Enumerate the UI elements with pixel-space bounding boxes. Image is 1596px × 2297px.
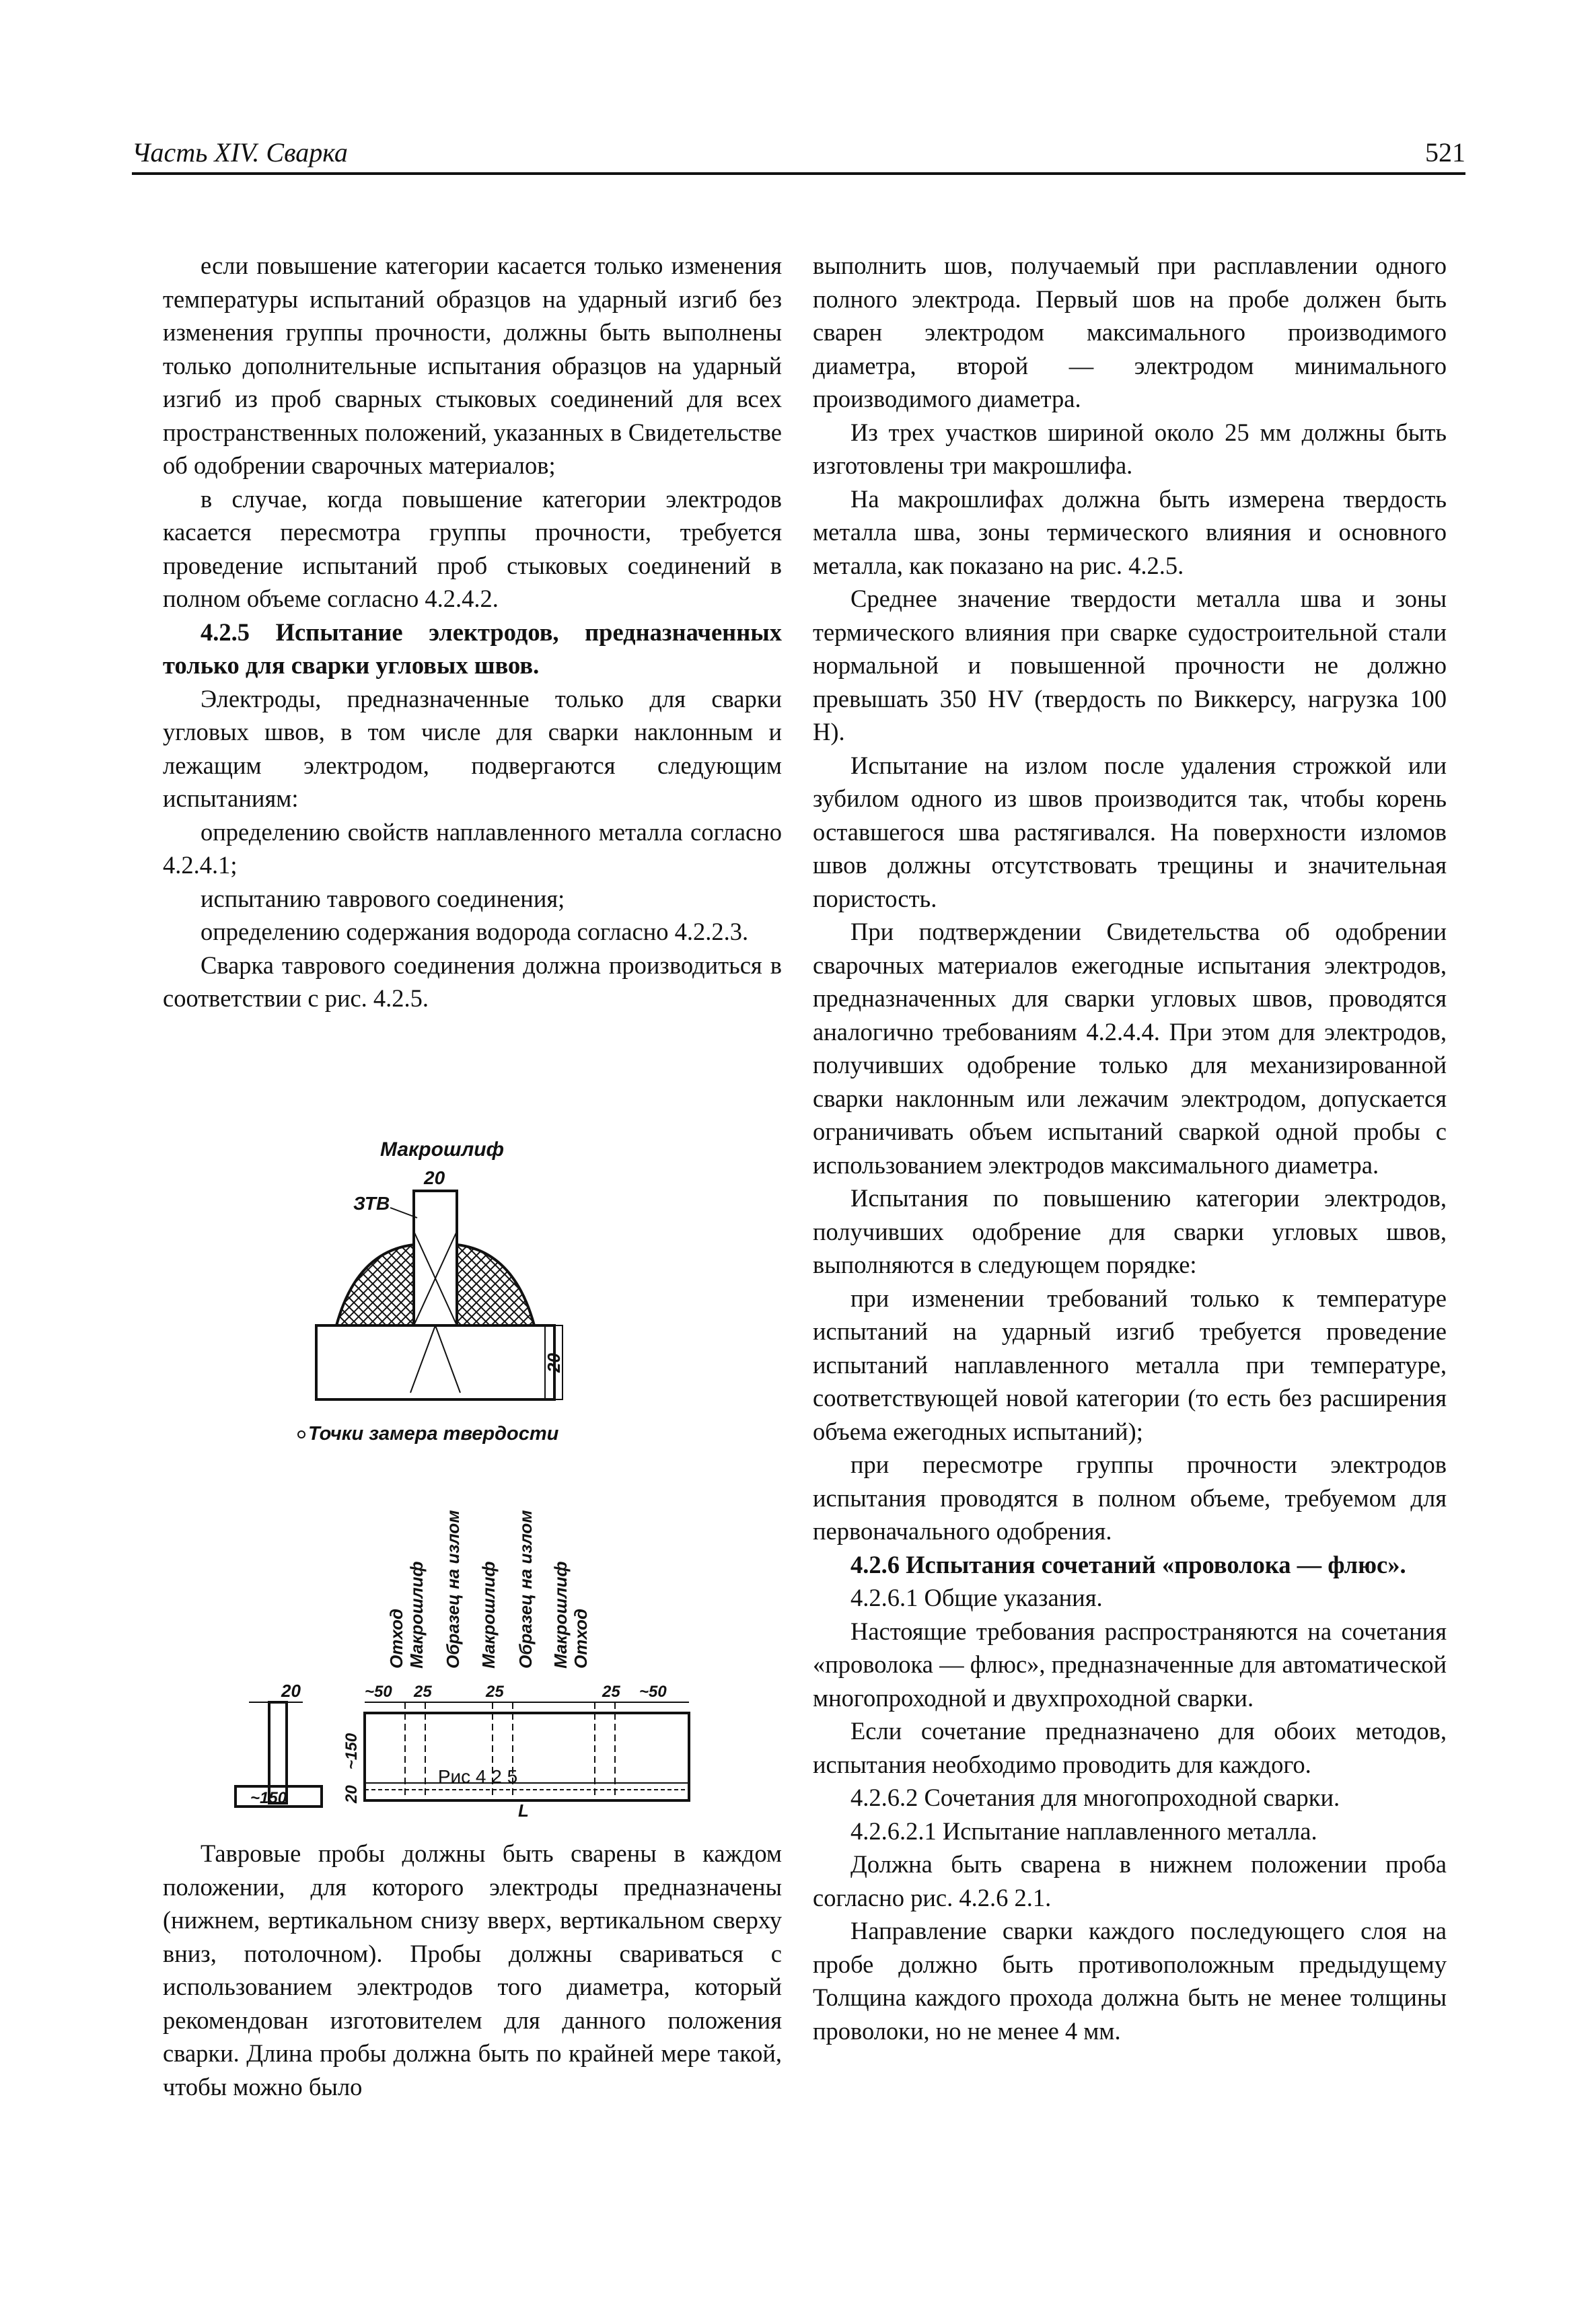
label-dim-25-c: 25 [602,1683,620,1701]
section-heading: 4.2.6 Испытания сочетаний «проволока — флюс». [850,1550,1406,1578]
paragraph: Электроды, предназначенные только для сварки угловых швов, в том числе для сварки наклонным и лежащим электродом, подвергаются следующим испытаниям: [163,684,782,812]
page-number: 521 [1425,137,1465,168]
paragraph: в случае, когда повышение категории электродов касается пересмотра группы прочности, требуется проведение испытаний проб стыковых соединений в полном объеме согласно 4.2.4.2. [163,484,782,612]
label-ztv: ЗТВ [353,1193,390,1214]
strip-label: Отход [386,1608,406,1669]
strip-label: Макрошлиф [550,1561,571,1669]
header-part-title: Часть XIV. Сварка [132,137,348,168]
subsection-heading: 4.2.6.1 Общие указания. [850,1584,1103,1611]
label-dim-20-side: 20 [544,1353,564,1373]
figure-4-2-5 [222,1124,733,1821]
paragraph: Должна быть сварена в нижнем положении проба согласно рис. 4.2.6 2.1. [813,1850,1447,1911]
section-heading: 4.2.5 Испытание электродов, предназначенных только для сварки угловых швов. [163,618,782,679]
paragraph: Среднее значение твердости металла шва и зоны термического влияния при сварке судостроительной стали нормальной и повышенной прочности не должно превышать 350 HV (твердость по Виккерсу, нагрузка 100 Н). [813,585,1447,745]
paragraph: Испытание на излом после удаления строжкой или зубилом одного из швов производится так, чтобы корень оставшегося шва растягивался. На поверхности изломов швов должны отсутствовать трещины и значительная пористость. [813,751,1447,912]
paragraph: Направление сварки каждого последующего слоя на пробе должно быть противоположным предыдущему Толщина каждого прохода должна быть не менее толщины проволоки, но не менее 4 мм. [813,1917,1447,2045]
paragraph: Тавровые пробы должны быть сварены в каждом положении, для которого электроды предназначены (нижнем, вертикальном снизу вверх, вертикальном сверху вниз, потолочном). Пробы должны свариваться с использованием электродов того диаметра, который рекомендован изготовителем для данного положения сварки. Длина пробы должна быть по крайней мере такой, чтобы можно было [163,1839,782,2101]
running-header [132,132,1465,175]
label-dim-20-left: 20 [281,1681,301,1701]
subsection-heading: 4.2.6.2 Сочетания для многопроходной сварки. [850,1784,1340,1811]
left-column [163,249,782,1015]
subsection-heading: 4.2.6.2.1 Испытание наплавленного металла. [850,1817,1317,1845]
right-column [813,249,1447,2047]
strip-label: Образец на излом [443,1510,463,1669]
tee-joint-drawing [222,1124,733,1821]
label-macro: Макрошлиф [380,1138,505,1161]
paragraph: Сварка таврового соединения должна производиться в соответствии с рис. 4.2.5. [163,951,782,1012]
label-dim-20-v: 20 [342,1785,361,1803]
left-column-bottom [163,1837,782,2103]
figure-caption: Рис 4 2 5 [437,1766,518,1787]
label-dim-25-b: 25 [486,1683,504,1701]
paragraph: определению содержания водорода согласно 4.2.2.3. [201,918,749,945]
label-dim-20-top: 20 [424,1167,445,1188]
label-dim-50-left: ~50 [365,1683,392,1701]
paragraph: выполнить шов, получаемый при расплавлении одного полного электрода. Первый шов на пробе должен быть сварен электродом максимального производимого диаметра, второй — электродом минимального производимого диаметра. [813,252,1447,412]
strip-label: Макрошлиф [406,1561,427,1669]
paragraph: При подтверждении Свидетельства об одобрении сварочных материалов ежегодные испытания электродов, предназначенных для сварки угловых швов, проводятся аналогично требованиям 4.2.4.4. При этом для электродов, получивших одобрение только для механизированной сварки наклонным или лежачим электродом, допускается ограничивать объем испытаний сваркой одной пробы с использованием электродов максимального диаметра. [813,918,1447,1179]
paragraph: испытанию таврового соединения; [201,884,565,912]
paragraph: при пересмотре группы прочности электродов испытания проводятся в полном объеме, требуемом для первоначального одобрения. [813,1451,1447,1545]
label-dim-150-v: ~150 [342,1733,361,1770]
label-dim-25-a: 25 [414,1683,432,1701]
strip-label: Образец на излом [515,1510,536,1669]
paragraph: Если сочетание предназначено для обоих методов, испытания необходимо проводить для каждого. [813,1717,1447,1778]
paragraph: Из трех участков шириной около 25 мм должны быть изготовлены три макрошлифа. [813,418,1447,479]
paragraph: Настоящие требования распространяются на сочетания «проволока — флюс», предназначенные для автоматической многопроходной и двухпроходной сварки. [813,1617,1447,1712]
label-dim-50-right: ~50 [639,1683,667,1701]
label-dim-150-h: ~150 [250,1789,287,1807]
label-dim-L: L [518,1800,529,1821]
strip-label: Отход [571,1608,591,1669]
paragraph: если повышение категории касается только изменения температуры испытаний образцов на ударный изгиб без изменения группы прочности, должны быть выполнены только дополнительные испытания образцов на ударный изгиб из проб сварных стыковых соединений для всех пространственных положений, указанных в Свидетельстве об одобрении сварочных материалов; [163,252,782,479]
paragraph: Испытания по повышению категории электродов, получивших одобрение для сварки угловых швов, выполняются в следующем порядке: [813,1184,1447,1278]
strip-label: Макрошлиф [478,1561,499,1669]
paragraph: На макрошлифах должна быть измерена твердость металла шва, зоны термического влияния и основного металла, как показано на рис. 4.2.5. [813,484,1447,579]
paragraph: определению свойств наплавленного металла согласно 4.2.4.1; [163,817,782,879]
paragraph: при изменении требований только к температуре испытаний на ударный изгиб требуется проведение испытаний наплавленного металла при температуре, соответствующей новой категории (то есть без расширения объема ежегодных испытаний); [813,1284,1447,1445]
label-hardness-points: Точки замера твердости [308,1423,559,1445]
